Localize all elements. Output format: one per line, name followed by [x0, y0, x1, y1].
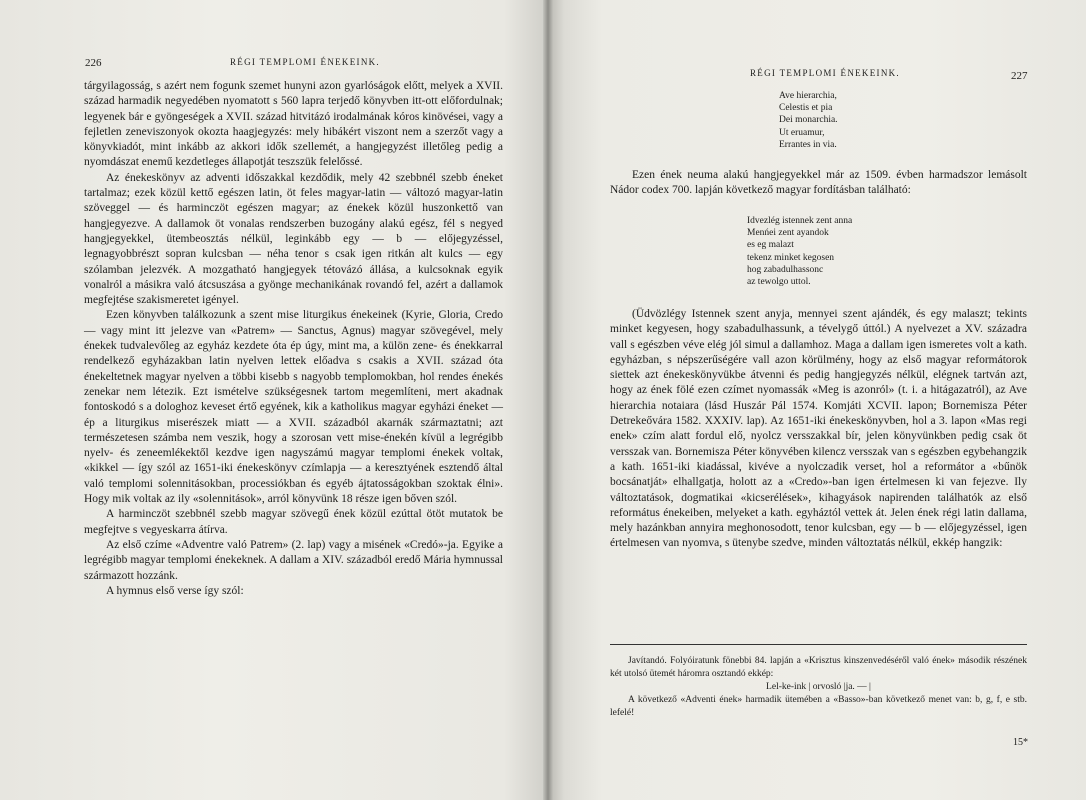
verse-line: hog zabadulhassonc — [747, 264, 824, 275]
signature-mark: 15* — [1013, 737, 1028, 748]
verse-line: Dei monarchia. — [779, 115, 838, 126]
footnote: Javítandó. Folyóiratunk fönebbi 84. lapján a «Krisztus kinszenvedéséről való ének» második részének két utolsó ütemét háromra osztandó ekkép: — [610, 656, 1027, 679]
right-intro-text — [610, 168, 1027, 199]
verse-line: tekenz minket kegosen — [747, 252, 835, 263]
paragraph: Ezen könyvben találkozunk a szent mise liturgikus énekeinek (Kyrie, Gloria, Credo — vagy mint itt jelezve van «Patrem» — Sanctus, Agnus) magyar szövegével, mely énekek tudvalevőleg az egyház kezdete óta ép úgy, mint ma, a külön zene- és énekkarral rendelkező egyházakban latin nyelven lettek előadva s csakis a XVII. század óta énekeltetnek magyar nyelven a többi kisebb s nagyobb templomokban, hol rendes énekés zenekar nem létezik. Ezt ismételve szükségesnek tartom megemlíteni, mert akadnak fontoskodó s a dologhoz keveset értő egyének, kik a katholikus magyar egyházi éneket — ép a liturgikus miserészek miatt — a XVII. századból akarnák származtatni; azt természetesen számba nem veszik, hogy a szorosan vett mise-énekén kívül a legrégibb nyelv- és zeneemlékektől kezdve igen nagyszámú magyar templomi énekek voltak, «kikkel — így szól az 1651-iki énekeskönyv czímlapja — a keresztyének esztendő által való templomi solennitásokban, processiókban és egyéb ájtatosságokban szoktak élni». Hogy mik voltak az ily «solennitások», arról könyvünk 18 része igen bőven szól. — [84, 309, 503, 506]
paragraph: Ezen ének neuma alakú hangjegyekkel már az 1509. évben harmadszor lemásolt Nádor codex 700. lapján következő magyar fordításban található: — [610, 169, 1027, 197]
paragraph: A harminczöt szebbnél szebb magyar szövegű ének közül ezúttal ötöt mutatok be megfejtve s vegyeskarra átírva. — [84, 508, 503, 536]
verse-line: Ut eruamur, — [779, 127, 825, 138]
right-body-text — [610, 307, 1027, 552]
page-number-left: 226 — [85, 57, 102, 69]
left-body-text — [84, 79, 503, 599]
running-head-right: RÉGI TEMPLOMI ÉNEKEINK. — [750, 68, 900, 78]
verse-line: Celestis et pia — [779, 103, 833, 114]
running-head-left: RÉGI TEMPLOMI ÉNEKEINK. — [230, 57, 380, 67]
footnote-example: Lel-ke-ink | orvosló |ja. — | — [766, 682, 871, 692]
verse-line: Errantes in via. — [779, 139, 837, 150]
footnote: A következő «Adventi ének» harmadik ütemében a «Basso»-ban következő menet van: b, g, f, e stb. lefelé! — [610, 695, 1027, 718]
verse-line: Idvezlég istennek zent anna — [747, 216, 853, 226]
latin-verse — [779, 90, 838, 151]
footnote-divider — [610, 644, 1027, 645]
paragraph: tárgyilagosság, s azért nem fogunk szemet hunyni azon gyarlóságok előtt, melyek a XVII. század harmadik negyedében nyomatott s 560 lapra terjedő könyvben itt-ott előfordulnak; legyenek bár e gyöngeségek a XVII. század hitvitázó irodalmának kóros kinövései, vagy a fejletlen zeneviszonyok okozta haagjegyzés: mely hibákért viszont nem a szerzőt vagy a könyvkiadót, mint inkább az akkori idők szellemét, a hangjegyzést illetőleg pedig a nyomdászat enemű kezdetleges állapotját teszszük felelőssé. — [84, 80, 503, 169]
paragraph: Az énekeskönyv az adventi időszakkal kezdődik, mely 42 szebbnél szebb éneket tartalmaz; ezek közül kettő egészen latin, öt feles magyar-latin — változó magyar-latin szöveggel — és harminczöt egészen magyar; az énekek közül huszonkettő van hangjegyezve. A dallamok öt vonalas rendszerben buzogány alakú egész, fél s negyed hangjegyekkel, ütembeosztás nélkül, leginkább egy — b — előjegyzéssel, legnagyobbrészt sopran kulcsban — néha tenor s csak igen ritkán alt kulcs — egy szólamban jelezvék. A mozgatható hangjegyek tétovázó állása, a kulcsoknak egyik vonalról a másikra való átcsuszása a gyönge mechanikának rovandó fel, azért a dallamok megfejtése szakismeretet igényel. — [84, 171, 503, 307]
footnotes — [610, 655, 1027, 720]
verse-line: Menńei zent ayandok — [747, 228, 829, 239]
verse-line: Ave hierarchia, — [779, 91, 837, 101]
paragraph: Az első czíme «Adventre való Patrem» (2. lap) vagy a misének «Credó»-ja. Egyike a legrégibb magyar templomi énekeknek. A dallam a XIV. századból eredő Mária hymnussal származott hozzánk. — [84, 538, 503, 582]
book-gutter — [543, 0, 553, 800]
old-hungarian-verse — [747, 215, 852, 288]
page-number-right: 227 — [1011, 70, 1028, 82]
verse-line: az tewolgo uttol. — [747, 277, 811, 288]
verse-line: es eg malazt — [747, 240, 794, 251]
paragraph: A hymnus első verse így szól: — [106, 584, 244, 597]
right-page — [548, 0, 1086, 800]
paragraph: (Üdvözlégy Istennek szent anyja, mennyei szent ajándék, és egy malaszt; tekints minket kegyesen, hogy szabadulhassunk, a tévelygő úttól.) A nyelvezet a XV. századra vall s egészben véve elég jól simul a dallamhoz. Maga a dallam igen ismeretes volt a kath. egyházban, s népszerűségére vall azon körülmény, hogy az első magyar reformátorok siettek azt énekeskönyvükbe átvenni és pedig hangjegyzés nélkül, elégnek tartván azt, hogy az ének fölé ezen czímet nyomassák «Meg is azonról» (t. i. a hitágazatról), az Ave hierarchia notaiara (lásd Huszár Pál 1574. Komjáti XCVII. lapon; Bornemisza Péter Detrekeővára 1582. XXXIV. lap). Az 1651-iki énekeskönyvben, hol a 3. lapon «Mas regi enek» czím alatt fordul elő, nyolcz versszakkal bír, jelen könyvünkben pedig csak öt versszak van. Bornemisza Péter könyvében kilencz versszak van s egészben egybehangzik a kath. 1651-iki kiadással, kivéve a nyolczadik verset, hol a reformátor a «bűnök bocsánatját» elhallgatja, holott az a «Credo»-ban igen értelmesen ki van fejezve. Ily változtatások, dogmatikai «kicserélések», kihagyások napirenden találhatók az első református énekeiben, melyeket a kath. egyháztól vettek át. Jelen ének régi latin dallama, mely hazánkban annyira meghonosodott, tenor kulcsban, egy — b — előjegyzéssel, igen értelmesen van nyomva, s ütenybe szedve, minden változtatás nélkül, ekkép hangzik: — [610, 308, 1027, 550]
